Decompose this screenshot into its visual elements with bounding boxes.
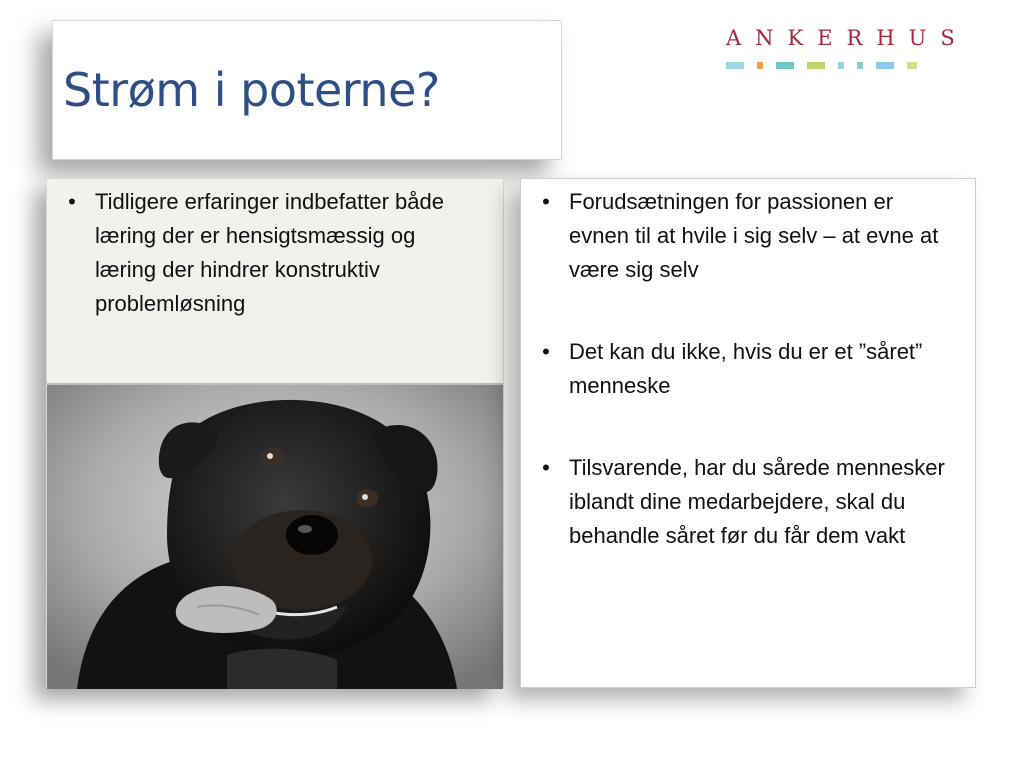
bullet-text: Det kan du ikke, hvis du er et ”såret” menneske (569, 339, 923, 398)
logo-color-bars (726, 62, 976, 69)
bullet-text: Tilsvarende, har du sårede mennesker iblandt dine medarbejdere, skal du behandle såret før du får dem vakt (569, 455, 945, 548)
left-bullet-list (47, 185, 487, 321)
list-item (47, 185, 487, 321)
left-content-panel (46, 178, 504, 688)
dog-photo (47, 383, 503, 689)
bullet-icon: • (68, 189, 76, 214)
bullet-icon: • (542, 455, 550, 480)
logo-wordmark: ANKERHUS (726, 26, 969, 50)
logo-bar (876, 62, 894, 69)
logo-bar (757, 62, 763, 69)
logo-bar (807, 62, 825, 69)
right-bullet-list (521, 185, 961, 601)
list-item (521, 185, 961, 287)
logo-bar (907, 62, 917, 69)
logo-bar (838, 62, 844, 69)
title-placeholder (52, 20, 562, 160)
bullet-text: Forudsætningen for passionen er evnen til at hvile i sig selv – at evne at være sig selv (569, 189, 939, 282)
slide-title: Strøm i poterne? (63, 63, 440, 117)
logo-bar (857, 62, 863, 69)
bullet-text: Tidligere erfaringer indbefatter både læring der er hensigtsmæssig og læring der hindrer konstruktiv problemløsning (95, 189, 444, 316)
ankerhus-logo (726, 26, 976, 86)
right-content-panel (520, 178, 976, 688)
logo-bar (776, 62, 794, 69)
bullet-icon: • (542, 189, 550, 214)
logo-bar (726, 62, 744, 69)
list-item (521, 335, 961, 403)
dog-illustration (47, 385, 503, 689)
bullet-icon: • (542, 339, 550, 364)
list-item (521, 451, 961, 553)
